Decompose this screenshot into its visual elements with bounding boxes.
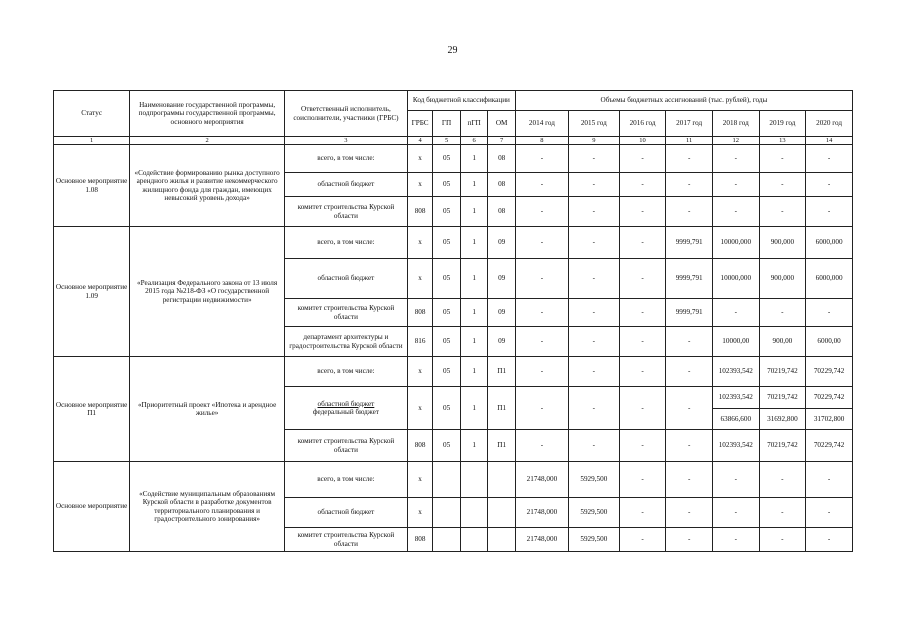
column-number-1: 2 bbox=[130, 137, 285, 145]
amount-cell: - bbox=[666, 528, 713, 552]
amount-cell: - bbox=[515, 227, 568, 259]
amount-cell: - bbox=[568, 145, 619, 173]
responsible-cell: областной бюджет bbox=[284, 498, 407, 528]
code-om-cell: П1 bbox=[488, 387, 516, 430]
header-name: Наименование государственной программы, подпрограммы государственной программы, основного мероприятия bbox=[130, 91, 285, 137]
amount-cell: - bbox=[619, 197, 666, 227]
table-row bbox=[54, 145, 853, 173]
code-grbs-cell: х bbox=[407, 387, 432, 430]
amount-cell: 102393,542 bbox=[712, 430, 759, 462]
code-pgp-cell: 1 bbox=[460, 299, 488, 327]
code-om-cell bbox=[488, 462, 516, 498]
code-pgp-cell: 1 bbox=[460, 259, 488, 299]
amount-cell: - bbox=[568, 259, 619, 299]
column-number-5: 6 bbox=[460, 137, 488, 145]
status-cell: Основное мероприятие П1 bbox=[54, 357, 130, 462]
header-year-3: 2017 год bbox=[666, 111, 713, 137]
responsible-cell: комитет строительства Курской области bbox=[284, 528, 407, 552]
amount-cell: 21748,000 bbox=[515, 462, 568, 498]
amount-cell: 6000,000 bbox=[806, 259, 853, 299]
code-om-cell: 08 bbox=[488, 173, 516, 197]
amount-cell: - bbox=[666, 173, 713, 197]
header-year-5: 2019 год bbox=[759, 111, 806, 137]
status-cell: Основное мероприятие 1.08 bbox=[54, 145, 130, 227]
code-om-cell: 09 bbox=[488, 327, 516, 357]
amount-cell: - bbox=[666, 197, 713, 227]
responsible-cell: всего, в том числе: bbox=[284, 462, 407, 498]
code-gp-cell: 05 bbox=[433, 145, 461, 173]
amount-cell: - bbox=[806, 173, 853, 197]
code-gp-cell: 05 bbox=[433, 227, 461, 259]
column-number-12: 13 bbox=[759, 137, 806, 145]
amount-cell: - bbox=[515, 173, 568, 197]
amount-cell: - bbox=[759, 173, 806, 197]
amount-cell: - bbox=[666, 145, 713, 173]
amount-cell: - bbox=[619, 462, 666, 498]
amount-line-2: 63866,600 bbox=[712, 408, 759, 430]
amount-cell: - bbox=[666, 498, 713, 528]
code-pgp-cell bbox=[460, 498, 488, 528]
amount-cell: 102393,542 bbox=[712, 357, 759, 387]
header-code-group: Код бюджетной классификации bbox=[407, 91, 515, 111]
amount-cell: - bbox=[515, 387, 568, 430]
budget-table bbox=[53, 90, 853, 552]
amount-cell: 9999,791 bbox=[666, 299, 713, 327]
amount-cell: - bbox=[806, 145, 853, 173]
amount-line-1: 70219,742 bbox=[767, 393, 798, 401]
table-row bbox=[54, 462, 853, 498]
code-grbs-cell: х bbox=[407, 462, 432, 498]
column-number-4: 5 bbox=[433, 137, 461, 145]
code-pgp-cell bbox=[460, 528, 488, 552]
code-om-cell: П1 bbox=[488, 430, 516, 462]
code-grbs-cell: х bbox=[407, 498, 432, 528]
amount-cell: 21748,000 bbox=[515, 498, 568, 528]
code-om-cell: 09 bbox=[488, 259, 516, 299]
column-number-11: 12 bbox=[712, 137, 759, 145]
code-gp-cell bbox=[433, 528, 461, 552]
responsible-cell: комитет строительства Курской области bbox=[284, 430, 407, 462]
code-om-cell: 09 bbox=[488, 227, 516, 259]
amount-cell: 6000,00 bbox=[806, 327, 853, 357]
header-code-3: ОМ bbox=[488, 111, 516, 137]
amount-cell: - bbox=[515, 430, 568, 462]
code-om-cell: 08 bbox=[488, 145, 516, 173]
table-row bbox=[54, 357, 853, 387]
code-pgp-cell: 1 bbox=[460, 430, 488, 462]
amount-cell: - bbox=[619, 357, 666, 387]
code-pgp-cell: 1 bbox=[460, 357, 488, 387]
amount-cell: - bbox=[806, 528, 853, 552]
code-pgp-cell: 1 bbox=[460, 145, 488, 173]
code-gp-cell: 05 bbox=[433, 357, 461, 387]
amount-cell: - bbox=[619, 327, 666, 357]
amount-cell: 10000,000 bbox=[712, 227, 759, 259]
code-gp-cell: 05 bbox=[433, 259, 461, 299]
amount-cell: - bbox=[515, 197, 568, 227]
code-gp-cell bbox=[433, 498, 461, 528]
amount-cell: - bbox=[619, 227, 666, 259]
amount-cell: 900,00 bbox=[759, 327, 806, 357]
amount-cell: 9999,791 bbox=[666, 259, 713, 299]
responsible-cell bbox=[284, 387, 407, 430]
amount-cell: - bbox=[759, 462, 806, 498]
measure-name-cell: «Содействие формированию рынка доступного арендного жилья и развитие некоммерческого жилищного фонда для граждан, имеющих невысокий уровень дохода» bbox=[130, 145, 285, 227]
code-grbs-cell: х bbox=[407, 227, 432, 259]
responsible-cell: областной бюджет bbox=[284, 259, 407, 299]
amount-cell: - bbox=[568, 387, 619, 430]
amount-cell: 10000,000 bbox=[712, 259, 759, 299]
amount-cell: - bbox=[619, 498, 666, 528]
responsible-cell: всего, в том числе: bbox=[284, 227, 407, 259]
amount-cell: 9999,791 bbox=[666, 227, 713, 259]
responsible-cell: всего, в том числе: bbox=[284, 357, 407, 387]
code-gp-cell: 05 bbox=[433, 173, 461, 197]
amount-cell: - bbox=[515, 259, 568, 299]
header-status: Статус bbox=[54, 91, 130, 137]
amount-cell: - bbox=[806, 462, 853, 498]
column-number-3: 4 bbox=[407, 137, 432, 145]
code-gp-cell: 05 bbox=[433, 387, 461, 430]
code-grbs-cell: х bbox=[407, 145, 432, 173]
header-year-4: 2018 год bbox=[712, 111, 759, 137]
column-number-2: 3 bbox=[284, 137, 407, 145]
code-grbs-cell: 808 bbox=[407, 528, 432, 552]
header-code-2: пГП bbox=[460, 111, 488, 137]
responsible-line-1: областной бюджет bbox=[317, 399, 375, 408]
amount-cell: - bbox=[712, 173, 759, 197]
amount-cell: - bbox=[806, 197, 853, 227]
amount-cell: - bbox=[568, 173, 619, 197]
amount-cell: - bbox=[759, 528, 806, 552]
page-number: 29 bbox=[447, 45, 458, 56]
code-grbs-cell: х bbox=[407, 357, 432, 387]
code-grbs-cell: 808 bbox=[407, 197, 432, 227]
code-pgp-cell: 1 bbox=[460, 327, 488, 357]
code-om-cell: П1 bbox=[488, 357, 516, 387]
code-grbs-cell: 808 bbox=[407, 299, 432, 327]
amount-cell: - bbox=[619, 173, 666, 197]
status-cell: Основное мероприятие bbox=[54, 462, 130, 552]
amount-cell: - bbox=[619, 299, 666, 327]
amount-cell: - bbox=[666, 462, 713, 498]
responsible-cell: комитет строительства Курской области bbox=[284, 299, 407, 327]
column-number-7: 8 bbox=[515, 137, 568, 145]
amount-cell: - bbox=[568, 327, 619, 357]
amount-cell: - bbox=[666, 327, 713, 357]
responsible-cell: комитет строительства Курской области bbox=[284, 197, 407, 227]
code-pgp-cell: 1 bbox=[460, 197, 488, 227]
amount-line-2: 31702,800 bbox=[806, 408, 853, 430]
code-om-cell: 09 bbox=[488, 299, 516, 327]
amount-cell: - bbox=[666, 357, 713, 387]
responsible-cell: департамент архитектуры и градостроительства Курской области bbox=[284, 327, 407, 357]
amount-cell: - bbox=[619, 259, 666, 299]
amount-cell bbox=[712, 387, 759, 430]
amount-cell: 900,000 bbox=[759, 227, 806, 259]
amount-cell bbox=[759, 387, 806, 430]
amount-cell: - bbox=[759, 145, 806, 173]
amount-cell bbox=[806, 387, 853, 430]
amount-line-1: 102393,542 bbox=[718, 393, 753, 401]
header-volume-group: Объемы бюджетных ассигнований (тыс. рублей), годы bbox=[515, 91, 852, 111]
column-number-10: 11 bbox=[666, 137, 713, 145]
amount-cell: 10000,00 bbox=[712, 327, 759, 357]
amount-cell: 6000,000 bbox=[806, 227, 853, 259]
amount-cell: - bbox=[515, 327, 568, 357]
measure-name-cell: «Содействие муниципальным образованиям Курской области в разработке документов территориального планирования и градостроительного зонирования» bbox=[130, 462, 285, 552]
amount-cell: - bbox=[515, 145, 568, 173]
amount-cell: 5929,500 bbox=[568, 462, 619, 498]
table-row bbox=[54, 227, 853, 259]
column-number-13: 14 bbox=[806, 137, 853, 145]
amount-cell: - bbox=[619, 145, 666, 173]
code-grbs-cell: х bbox=[407, 259, 432, 299]
code-pgp-cell: 1 bbox=[460, 173, 488, 197]
code-om-cell bbox=[488, 528, 516, 552]
header-year-6: 2020 год bbox=[806, 111, 853, 137]
responsible-cell: всего, в том числе: bbox=[284, 145, 407, 173]
header-responsible: Ответственный исполнитель, соисполнители, участники (ГРБС) bbox=[284, 91, 407, 137]
amount-cell: - bbox=[568, 299, 619, 327]
amount-cell: 70229,742 bbox=[806, 357, 853, 387]
amount-cell: - bbox=[806, 498, 853, 528]
code-grbs-cell: 816 bbox=[407, 327, 432, 357]
measure-name-cell: «Приоритетный проект «Ипотека и арендное жилье» bbox=[130, 357, 285, 462]
code-om-cell bbox=[488, 498, 516, 528]
amount-cell: - bbox=[568, 227, 619, 259]
code-gp-cell bbox=[433, 462, 461, 498]
measure-name-cell: «Реализация Федерального закона от 13 июля 2015 года №218-ФЗ «О государственной регистрации недвижимости» bbox=[130, 227, 285, 357]
amount-cell: - bbox=[666, 387, 713, 430]
amount-cell: - bbox=[619, 430, 666, 462]
amount-cell: - bbox=[759, 498, 806, 528]
amount-cell: - bbox=[712, 145, 759, 173]
amount-cell: - bbox=[712, 299, 759, 327]
amount-cell: - bbox=[712, 462, 759, 498]
code-om-cell: 08 bbox=[488, 197, 516, 227]
responsible-line-2: федеральный бюджет bbox=[312, 408, 379, 416]
amount-line-2: 31692,800 bbox=[759, 408, 806, 430]
amount-cell: - bbox=[568, 430, 619, 462]
status-cell: Основное мероприятие 1.09 bbox=[54, 227, 130, 357]
amount-cell: - bbox=[759, 197, 806, 227]
amount-cell: - bbox=[515, 357, 568, 387]
code-gp-cell: 05 bbox=[433, 327, 461, 357]
amount-cell: - bbox=[568, 357, 619, 387]
code-gp-cell: 05 bbox=[433, 430, 461, 462]
header-year-1: 2015 год bbox=[568, 111, 619, 137]
amount-cell: - bbox=[712, 197, 759, 227]
code-grbs-cell: х bbox=[407, 173, 432, 197]
amount-cell: 5929,500 bbox=[568, 498, 619, 528]
amount-line-1: 70229,742 bbox=[813, 393, 845, 401]
responsible-cell: областной бюджет bbox=[284, 173, 407, 197]
header-year-2: 2016 год bbox=[619, 111, 666, 137]
amount-cell: - bbox=[515, 299, 568, 327]
code-pgp-cell: 1 bbox=[460, 227, 488, 259]
header-year-0: 2014 год bbox=[515, 111, 568, 137]
column-number-8: 9 bbox=[568, 137, 619, 145]
amount-cell: 70219,742 bbox=[759, 430, 806, 462]
amount-cell: - bbox=[619, 387, 666, 430]
code-pgp-cell bbox=[460, 462, 488, 498]
amount-cell: 70229,742 bbox=[806, 430, 853, 462]
amount-cell: 900,000 bbox=[759, 259, 806, 299]
amount-cell: - bbox=[806, 299, 853, 327]
code-gp-cell: 05 bbox=[433, 197, 461, 227]
amount-cell: - bbox=[759, 299, 806, 327]
column-number-6: 7 bbox=[488, 137, 516, 145]
amount-cell: - bbox=[712, 528, 759, 552]
header-code-0: ГРБС bbox=[407, 111, 432, 137]
code-pgp-cell: 1 bbox=[460, 387, 488, 430]
code-grbs-cell: 808 bbox=[407, 430, 432, 462]
amount-cell: - bbox=[712, 498, 759, 528]
code-gp-cell: 05 bbox=[433, 299, 461, 327]
amount-cell: 21748,000 bbox=[515, 528, 568, 552]
amount-cell: 5929,500 bbox=[568, 528, 619, 552]
amount-cell: - bbox=[619, 528, 666, 552]
amount-cell: 70219,742 bbox=[759, 357, 806, 387]
header-code-1: ГП bbox=[433, 111, 461, 137]
column-number-9: 10 bbox=[619, 137, 666, 145]
amount-cell: - bbox=[666, 430, 713, 462]
column-number-0: 1 bbox=[54, 137, 130, 145]
amount-cell: - bbox=[568, 197, 619, 227]
